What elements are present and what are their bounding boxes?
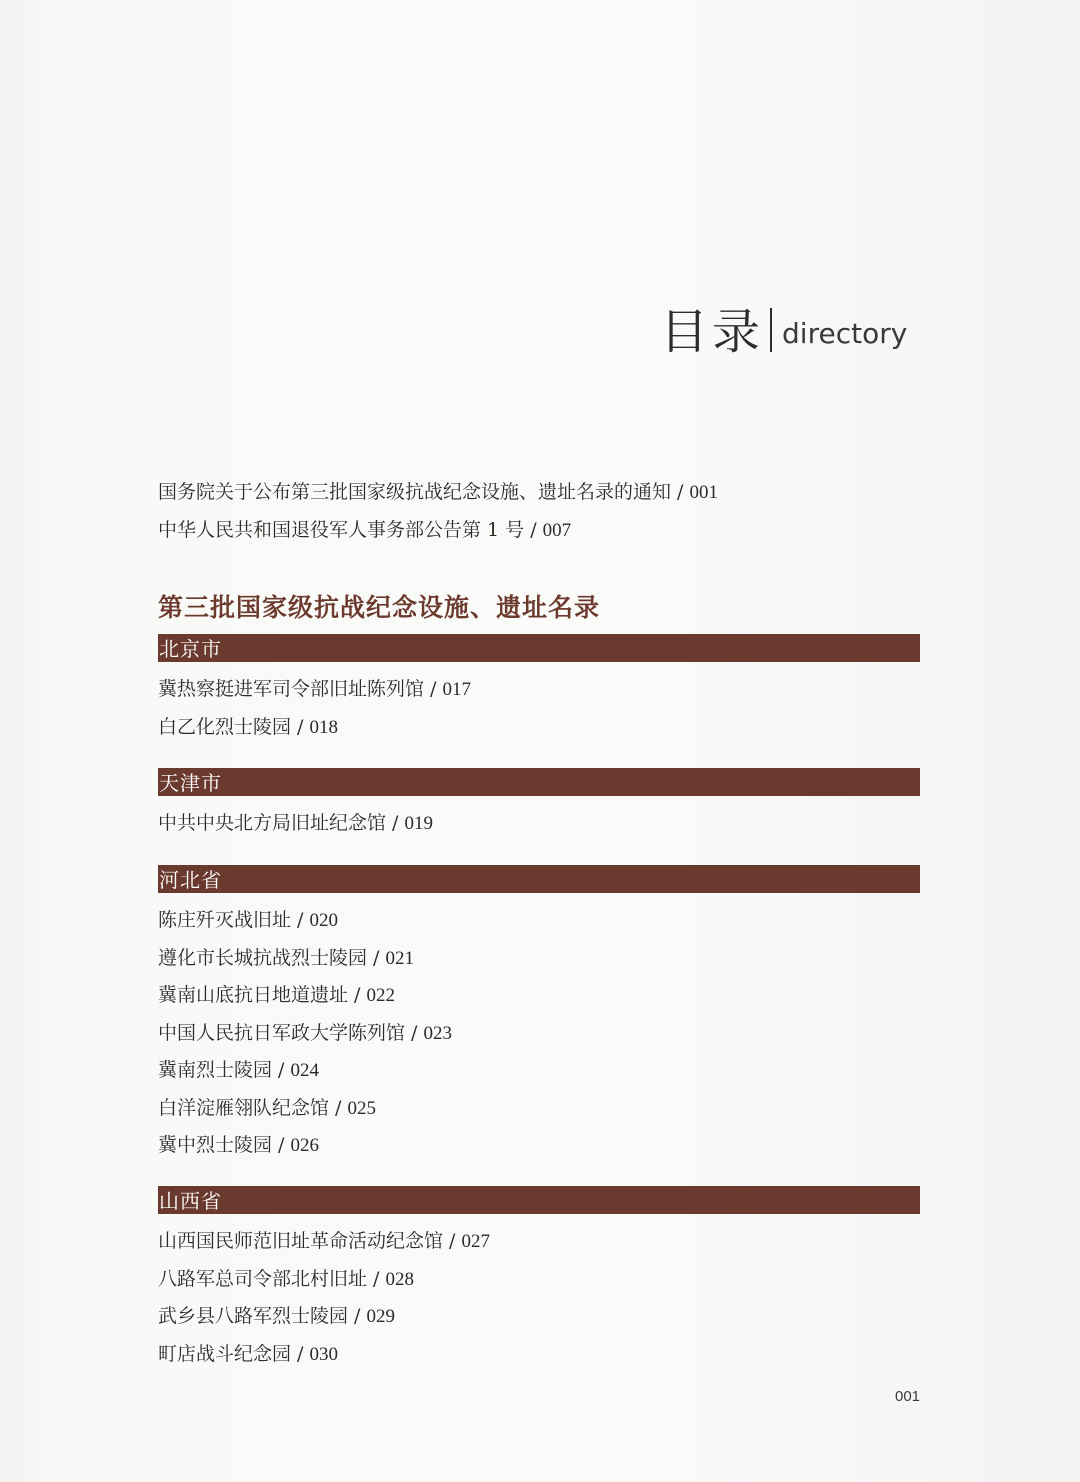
entry-page: 019 bbox=[404, 813, 433, 834]
entry-separator: / bbox=[291, 909, 310, 931]
entry-separator: / bbox=[348, 1305, 367, 1327]
entry-title: 武乡县八路军烈士陵园 bbox=[158, 1305, 349, 1327]
entry-page: 017 bbox=[442, 679, 471, 700]
toc-entry[interactable] bbox=[158, 1127, 920, 1165]
toc-entry[interactable] bbox=[158, 1298, 920, 1336]
entry-separator: / bbox=[424, 678, 443, 700]
toc-entry[interactable] bbox=[158, 1052, 920, 1090]
province-group-beijing bbox=[158, 634, 920, 746]
toc-header bbox=[660, 292, 907, 362]
toc-entry[interactable] bbox=[158, 902, 920, 940]
entry-separator: / bbox=[443, 1230, 462, 1252]
entry-page: 024 bbox=[290, 1060, 319, 1081]
toc-entry[interactable] bbox=[158, 940, 920, 978]
entry-separator: / bbox=[671, 481, 690, 503]
entry-separator: / bbox=[272, 1059, 291, 1081]
title-divider bbox=[770, 308, 772, 352]
entry-page: 028 bbox=[385, 1268, 414, 1290]
entry-separator: / bbox=[329, 1096, 348, 1119]
entry-title: 冀南山底抗日地道遗址 bbox=[158, 984, 349, 1006]
entry-page: 025 bbox=[347, 1097, 376, 1119]
toc-entry[interactable] bbox=[158, 977, 920, 1015]
entry-title: 国务院关于公布第三批国家级抗战纪念设施、遗址名录的通知 bbox=[158, 481, 672, 503]
toc-entry[interactable] bbox=[158, 1223, 920, 1261]
entry-title: 白洋淀雁翎队纪念馆 bbox=[158, 1096, 330, 1119]
entry-title: 中华人民共和国退役军人事务部公告第 1 号 bbox=[158, 518, 525, 541]
province-header: 山西省 bbox=[158, 1186, 920, 1214]
toc-entry[interactable] bbox=[158, 474, 718, 512]
province-group-hebei bbox=[158, 865, 920, 1165]
section-title: 第三批国家级抗战纪念设施、遗址名录 bbox=[158, 593, 601, 622]
province-header: 河北省 bbox=[158, 865, 920, 893]
entry-title: 山西国民师范旧址革命活动纪念馆 bbox=[158, 1230, 444, 1252]
toc-title-chinese: 目录 bbox=[660, 304, 765, 360]
entry-separator: / bbox=[405, 1021, 424, 1044]
toc-entry[interactable] bbox=[158, 805, 920, 843]
toc-entry[interactable] bbox=[158, 1090, 920, 1128]
page-number: 001 bbox=[895, 1388, 921, 1405]
entry-separator: / bbox=[367, 946, 386, 969]
entry-separator: / bbox=[348, 984, 367, 1006]
entry-title: 冀热察挺进军司令部旧址陈列馆 bbox=[158, 678, 425, 700]
entry-title: 冀南烈士陵园 bbox=[158, 1059, 273, 1081]
entry-title: 中共中央北方局旧址纪念馆 bbox=[158, 812, 387, 834]
toc-entry[interactable] bbox=[158, 512, 718, 550]
province-group-shanxi bbox=[158, 1186, 920, 1373]
entry-separator: / bbox=[524, 518, 543, 541]
entry-separator: / bbox=[386, 812, 405, 834]
toc-entry[interactable] bbox=[158, 709, 920, 747]
province-header: 北京市 bbox=[158, 634, 920, 662]
entry-title: 白乙化烈士陵园 bbox=[158, 715, 292, 738]
entry-page: 001 bbox=[689, 482, 718, 503]
entry-separator: / bbox=[367, 1267, 386, 1290]
entry-title: 八路军总司令部北村旧址 bbox=[158, 1267, 368, 1290]
toc-entry[interactable] bbox=[158, 1015, 920, 1053]
entry-page: 026 bbox=[290, 1135, 319, 1156]
entry-separator: / bbox=[291, 715, 310, 738]
toc-entry[interactable] bbox=[158, 1336, 920, 1374]
entry-separator: / bbox=[272, 1134, 291, 1156]
entry-title: 冀中烈士陵园 bbox=[158, 1134, 273, 1156]
entry-title: 遵化市长城抗战烈士陵园 bbox=[158, 946, 368, 969]
entry-title: 陈庄歼灭战旧址 bbox=[158, 909, 292, 931]
entry-page: 027 bbox=[461, 1231, 490, 1252]
entry-page: 018 bbox=[309, 716, 338, 738]
toc-title-english: directory bbox=[782, 317, 908, 350]
province-header: 天津市 bbox=[158, 768, 920, 796]
province-group-tianjin bbox=[158, 768, 920, 843]
entry-title: 町店战斗纪念园 bbox=[158, 1342, 292, 1365]
entry-page: 020 bbox=[309, 910, 338, 931]
entry-page: 023 bbox=[423, 1022, 452, 1044]
toc-entry[interactable] bbox=[158, 671, 920, 709]
entry-page: 029 bbox=[366, 1306, 395, 1327]
entry-page: 007 bbox=[542, 519, 572, 541]
entry-title: 中国人民抗日军政大学陈列馆 bbox=[158, 1021, 406, 1044]
intro-entries bbox=[158, 474, 718, 549]
entry-page: 022 bbox=[366, 985, 395, 1006]
entry-page: 030 bbox=[309, 1343, 338, 1365]
entry-separator: / bbox=[291, 1342, 310, 1365]
toc-entry[interactable] bbox=[158, 1261, 920, 1299]
entry-page: 021 bbox=[385, 947, 414, 969]
